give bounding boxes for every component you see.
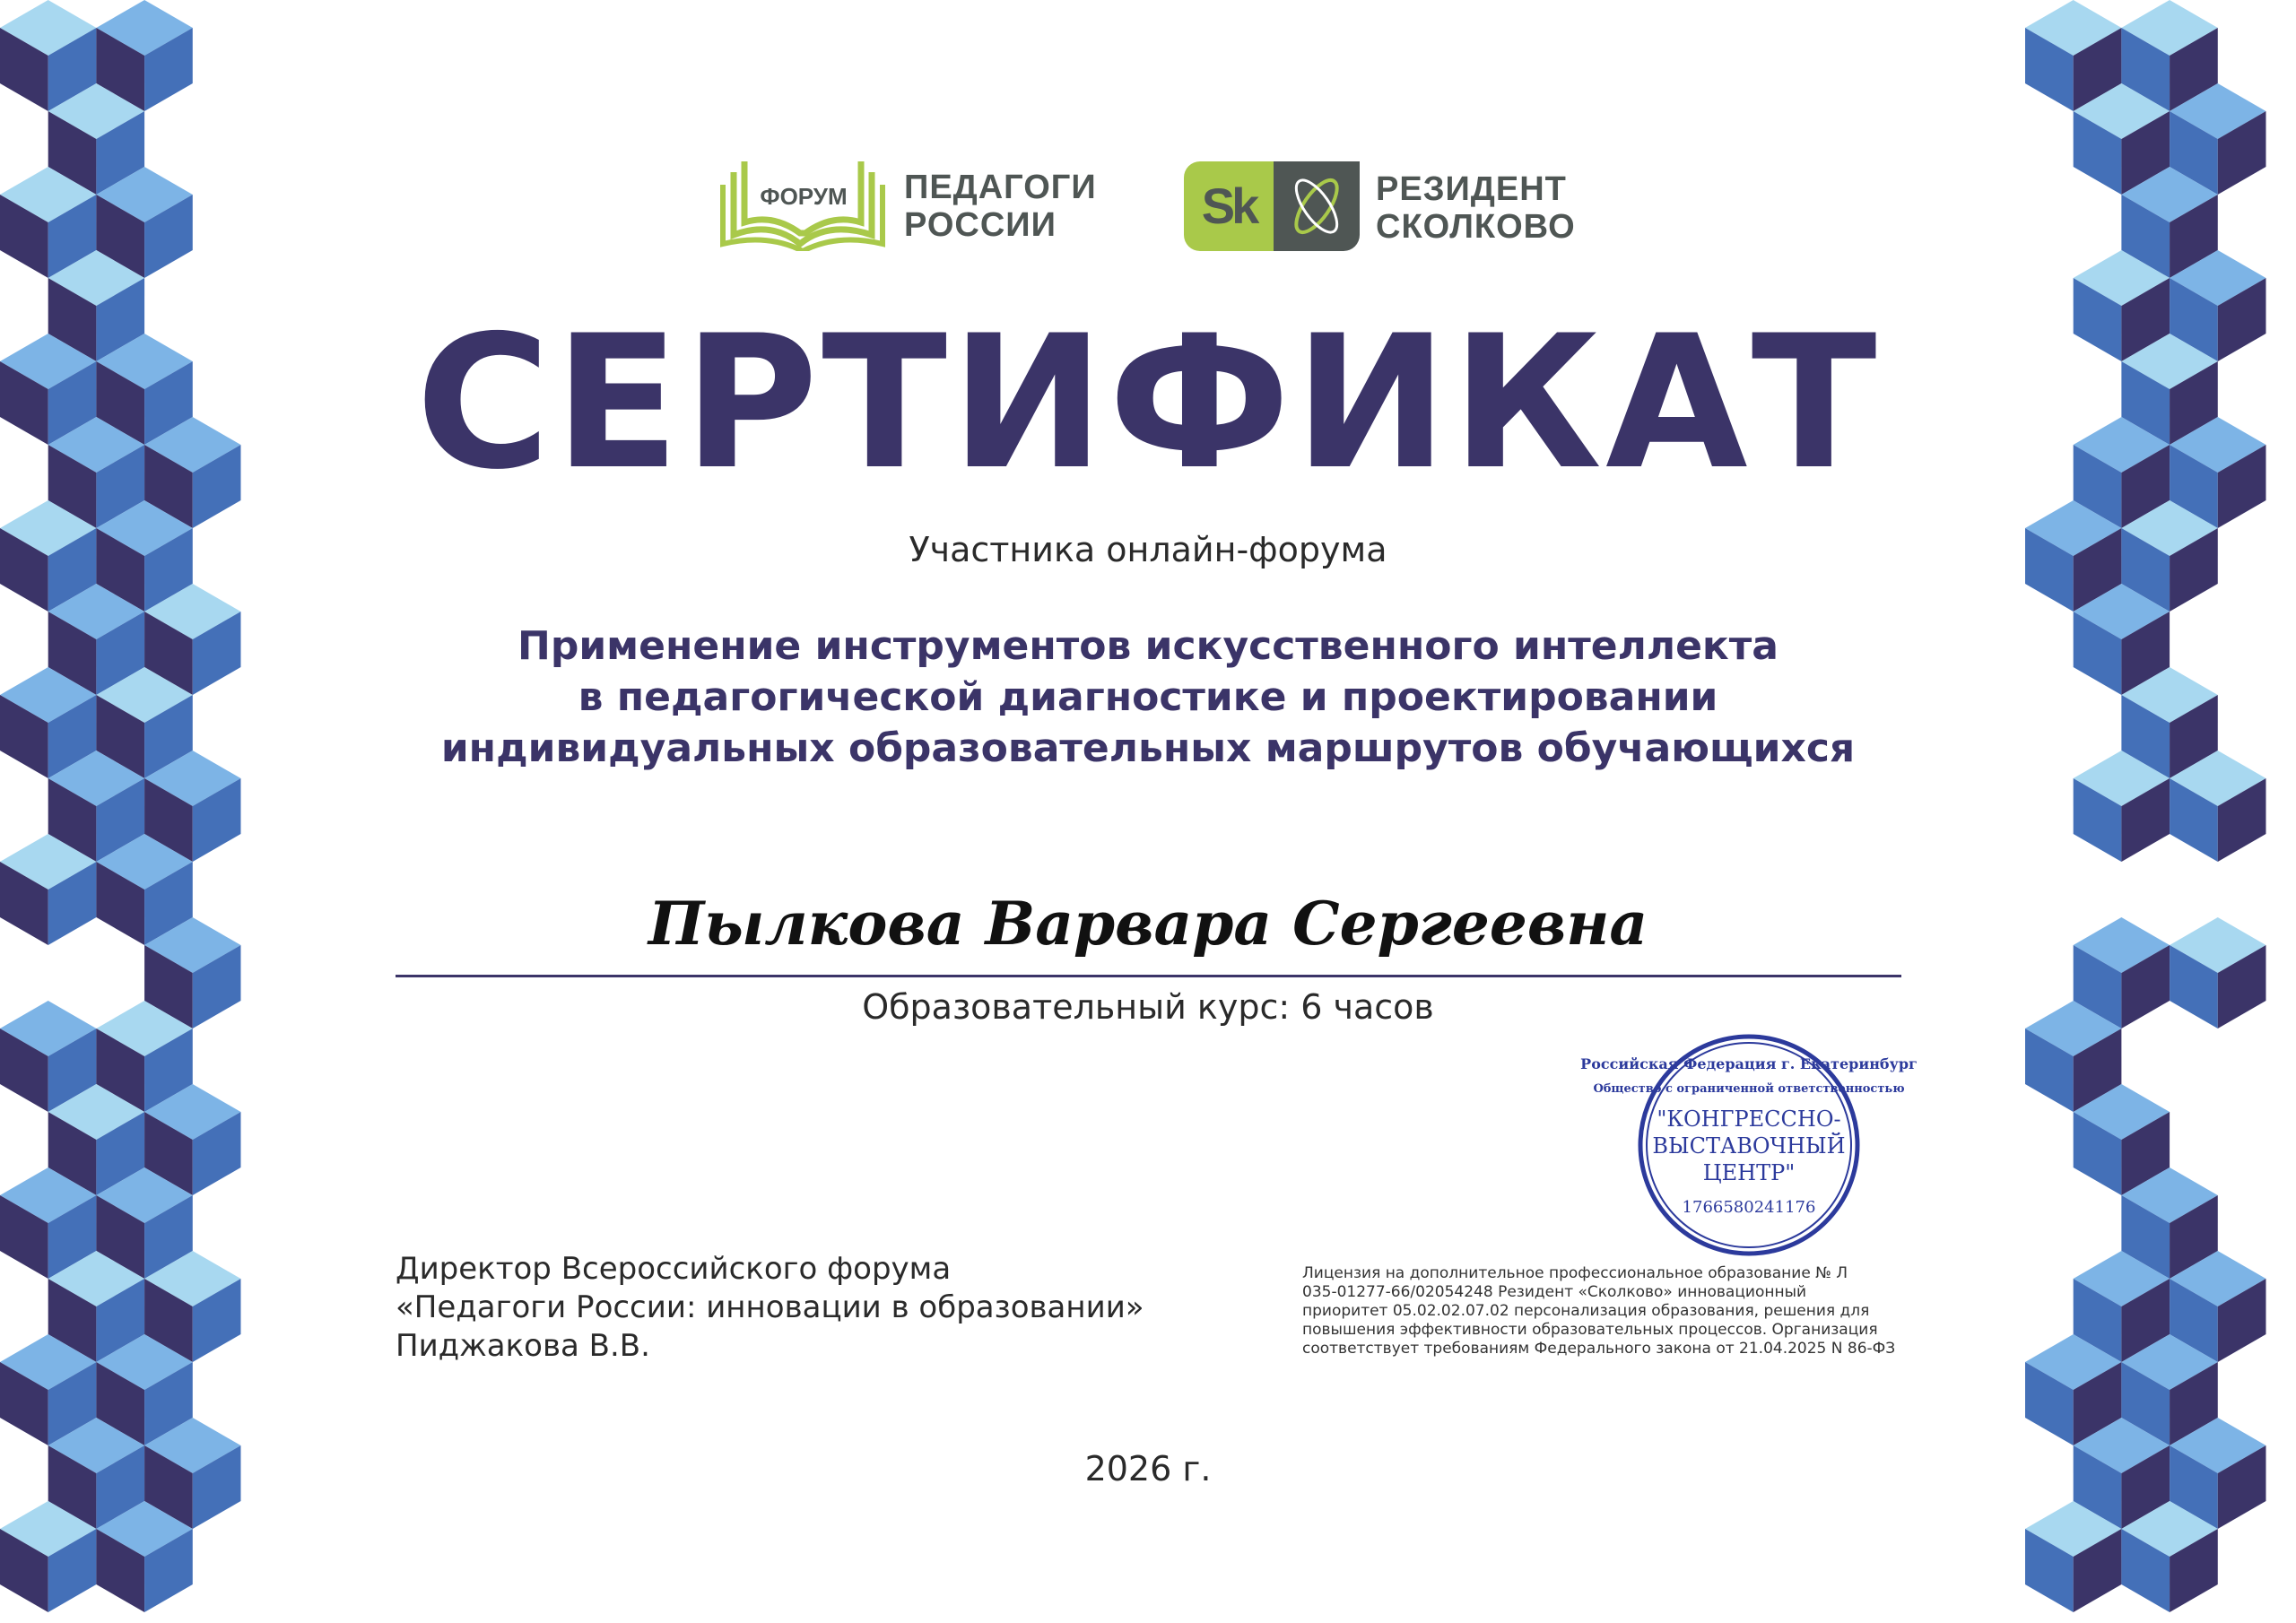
license-info <box>1302 1264 1895 1358</box>
decorative-cube-border-left <box>0 0 271 1623</box>
decorative-cube-border-right <box>2025 0 2296 1623</box>
director-name: Пиджакова В.В. <box>396 1328 650 1364</box>
participant-name: Пылкова Варвара Сергеевна <box>648 889 1648 959</box>
license-line: 035-01277-66/02054248 Резидент «Сколково» инновационный <box>1302 1283 1807 1301</box>
stamp-center-line: "КОНГРЕССНО- <box>1657 1107 1841 1132</box>
director-block <box>396 1250 1144 1366</box>
license-line: Лицензия на дополнительное профессиональное образование № Л <box>1302 1264 1848 1282</box>
stamp-outer-text: Российская Федерация г. Екатеринбург <box>1580 1055 1918 1072</box>
forum-logo-badge: ФОРУМ <box>760 183 848 210</box>
certificate-year: 2026 г. <box>1084 1449 1212 1488</box>
director-line: Директор Всероссийского форума <box>396 1251 952 1287</box>
skolkovo-logo-line2: СКОЛКОВО <box>1376 208 1576 246</box>
skolkovo-logo-line1: РЕЗИДЕНТ <box>1376 170 1567 208</box>
license-line: приоритет 05.02.02.07.02 персонализация образования, решения для <box>1302 1302 1870 1320</box>
forum-logo-line2: РОССИИ <box>904 206 1057 244</box>
director-line: «Педагоги России: инновации в образовании» <box>396 1289 1144 1325</box>
stamp-number: 1766580241176 <box>1682 1198 1816 1217</box>
course-title-line: Применение инструментов искусственного интеллекта <box>517 623 1779 669</box>
atom-icon <box>1274 161 1360 251</box>
skolkovo-logo <box>1184 161 1587 251</box>
license-line: соответствует требованиям Федерального закона от 21.04.2025 N 86-ФЗ <box>1302 1340 1896 1358</box>
certificate-title: СЕРТИФИКАТ <box>415 297 1881 510</box>
course-duration: Образовательный курс: 6 часов <box>862 987 1434 1027</box>
skolkovo-badge: Sk <box>1201 178 1257 234</box>
certificate-subtitle: Участника онлайн-форума <box>909 530 1387 569</box>
forum-logo-line1: ПЕДАГОГИ <box>904 169 1097 206</box>
license-line: повышения эффективности образовательных процессов. Организация <box>1302 1321 1878 1339</box>
name-underline <box>396 975 1901 977</box>
course-title-line: в педагогической диагностике и проектировании <box>578 674 1718 720</box>
stamp-inner-text: Общество с ограниченной ответственностью <box>1593 1082 1905 1096</box>
course-title <box>0 621 2296 774</box>
forum-logo <box>718 158 1103 255</box>
stamp-center-line: ВЫСТАВОЧНЫЙ <box>1652 1133 1846 1159</box>
organization-stamp <box>1578 1033 1919 1257</box>
course-title-line: индивидуальных образовательных маршрутов обучающихся <box>440 725 1856 771</box>
stamp-center-line: ЦЕНТР" <box>1702 1160 1796 1185</box>
